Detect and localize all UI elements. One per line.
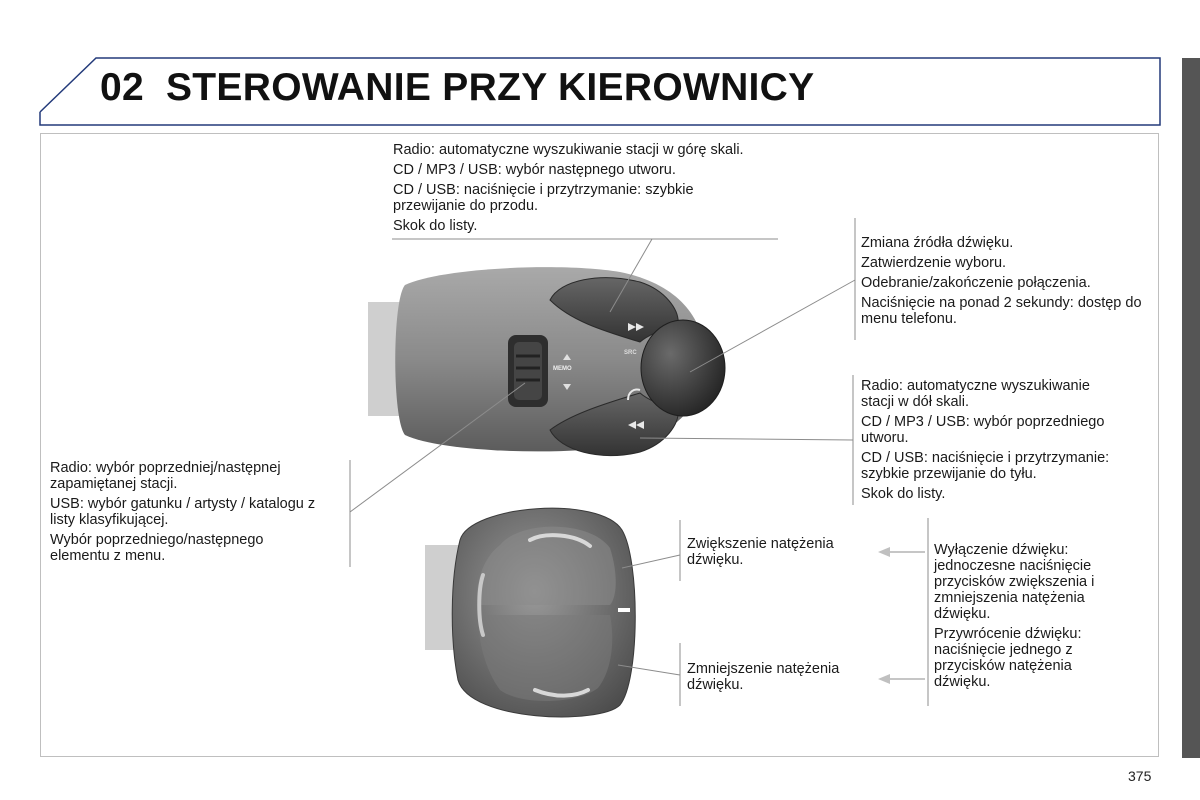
chapter-title: STEROWANIE PRZY KIEROWNICY [165,66,815,109]
callout-volume-down: Zmniejszenie natężenia dźwięku. [687,661,840,693]
callout-next-track [393,142,793,238]
callout-line: USB: wybór gatunku / artysty / katalogu z listy klasyfikującej. [50,496,316,528]
callout-line: Wyłączenie dźwięku: jednoczesne naciśnięcie przycisków zwiększenia i zmniejszenia natężenia dźwięku. [934,542,1095,622]
callout-source [861,235,1161,331]
page-number: 375 [1128,768,1152,784]
callout-line: Radio: automatyczne wyszukiwanie stacji w górę skali. [393,142,744,158]
memo-label: MEMO [553,366,572,372]
chapter-number: 02 [100,66,144,109]
callout-mute [934,542,1124,694]
callout-line: Radio: wybór poprzedniej/następnej zapamiętanej stacji. [50,460,281,492]
callout-line: Wybór poprzedniego/następnego elementu z menu. [50,532,264,564]
callout-line: CD / MP3 / USB: wybór następnego utworu. [393,162,676,178]
callout-line: CD / USB: naciśnięcie i przytrzymanie: szybkie przewijanie do przodu. [393,182,694,214]
callout-line: Skok do listy. [393,218,478,234]
callout-volume-up: Zwiększenie natężenia dźwięku. [687,536,834,568]
callout-scroll-wheel [50,460,340,568]
callout-line: Zatwierdzenie wyboru. [861,255,1007,271]
callout-line: Radio: automatyczne wyszukiwanie stacji w dół skali. [861,378,1090,410]
callout-line: Odebranie/zakończenie połączenia. [861,275,1091,291]
callout-line: Naciśnięcie na ponad 2 sekundy: dostęp do menu telefonu. [861,295,1142,327]
callout-line: Zmiana źródła dźwięku. [861,235,1014,251]
callout-previous-track [861,378,1151,506]
callout-line: Przywrócenie dźwięku: naciśnięcie jednego z przycisków natężenia dźwięku. [934,626,1082,690]
callout-line: Skok do listy. [861,486,946,502]
callout-line: CD / MP3 / USB: wybór poprzedniego utworu. [861,414,1105,446]
callout-line: CD / USB: naciśnięcie i przytrzymanie: szybkie przewijanie do tyłu. [861,450,1110,482]
src-label: SRC [624,350,637,356]
